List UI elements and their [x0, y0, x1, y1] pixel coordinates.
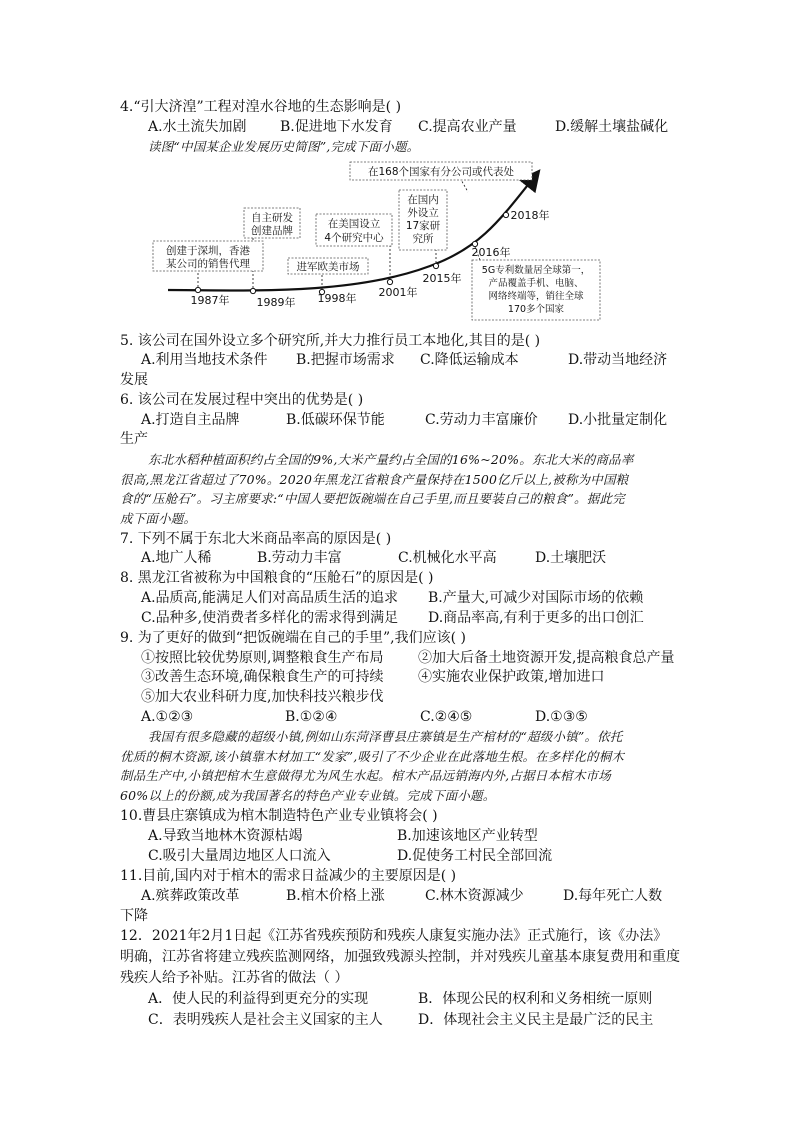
q9-item-3: ③改善生态环境,确保粮食生产的可持续	[141, 669, 384, 685]
e2016-line4: 170多个国家	[507, 304, 565, 315]
q12-stem-line1: 12．2021年2月1日起《江苏省残疾预防和残疾人康复实施办法》正式施行，该《办法》	[120, 928, 668, 944]
q7-option-d[interactable]: D.土壤肥沃	[535, 550, 607, 566]
year-2018: 2018年	[510, 209, 550, 222]
q6-option-d[interactable]: D.小批量定制化	[568, 412, 668, 428]
q5-option-c[interactable]: C.降低运输成本	[420, 352, 519, 368]
year-2015: 2015年	[422, 272, 462, 285]
q12-option-a[interactable]: A．使人民的利益得到更充分的实现	[148, 991, 369, 1007]
dot-1987	[195, 287, 200, 292]
q10-option-b[interactable]: B.加速该地区产业转型	[397, 828, 538, 844]
top-box-text: 在168个国家有分公司或代表处	[367, 166, 515, 178]
q10-option-d[interactable]: D.促使务工村民全部回流	[397, 848, 553, 864]
q4-option-a[interactable]: A.水土流失加剧	[148, 119, 247, 135]
q12-option-c[interactable]: C．表明残疾人是社会主义国家的主人	[148, 1012, 383, 1028]
q9-item-1: ①按照比较优势原则,调整粮食生产布局	[141, 650, 384, 666]
q6-option-a[interactable]: A.打造自主品牌	[141, 412, 240, 428]
q9-option-c[interactable]: C.②④⑤	[420, 709, 473, 725]
q6-wrap: 生产	[120, 431, 148, 447]
q7-option-b[interactable]: B.劳动力丰富	[257, 550, 342, 566]
year-2016: 2016年	[471, 246, 511, 259]
q11-option-a[interactable]: A.殡葬政策改革	[141, 888, 240, 904]
q12-option-d[interactable]: D．体现社会主义民主是最广泛的民主	[418, 1012, 654, 1028]
dot-2018	[503, 212, 508, 217]
e1989-line2: 创建品牌	[251, 225, 293, 237]
intro-coffin-line4: 60%以上的份额,成为我国著名的特色产业专业镇。完成下面小题。	[120, 788, 496, 803]
e2016-line2: 产品覆盖手机、电脑、	[488, 278, 584, 289]
q4-option-b[interactable]: B.促进地下水发育	[280, 119, 393, 135]
intro-timeline: 读图“中国某企业发展历史简图”,完成下面小题。	[148, 139, 420, 154]
q10-option-a[interactable]: A.导致当地林木资源枯竭	[148, 828, 303, 844]
q10-option-c[interactable]: C.吸引大量周边地区人口流入	[148, 848, 331, 864]
intro-coffin-line2: 优质的桐木资源,该小镇靠木材加工“发家”,吸引了不少企业在此落地生根。在多样化的桐木	[120, 749, 625, 764]
q6-stem: 6. 该公司在发展过程中突出的优势是( )	[120, 392, 364, 408]
e1987-line1: 创建于深圳，香港	[166, 245, 250, 257]
q6-option-b[interactable]: B.低碳环保节能	[286, 412, 385, 428]
q8-option-d[interactable]: D.商品率高,有利于更多的出口创汇	[428, 610, 644, 626]
company-timeline-diagram	[150, 158, 604, 322]
q4-stem: 4.“引大济湟”工程对湟水谷地的生态影响是( )	[120, 99, 402, 115]
q9-option-b[interactable]: B.①②④	[285, 709, 338, 725]
e2016-line1: 5G专利数量居全球第一，	[481, 265, 591, 276]
intro-coffin-line3: 制品生产中,小镇把棺木生意做得尤为风生水起。棺木产品远销海内外,占据日本棺木市场	[120, 768, 611, 783]
q12-stem-line3: 残疾人给予补贴。江苏省的做法（ ）	[120, 970, 349, 986]
intro-rice-line3: 食的“压舱石”。习主席要求:“中国人要把饭碗端在自己手里,而且要装自己的粮食”。据此完	[120, 491, 625, 506]
q8-option-c[interactable]: C.品种多,使消费者多样化的需求得到满足	[141, 610, 399, 626]
e2015-line3: 17家研	[405, 220, 441, 232]
q5-option-a[interactable]: A.利用当地技术条件	[141, 352, 268, 368]
q9-item-2: ②加大后备土地资源开发,提高粮食总产量	[418, 650, 675, 666]
q11-wrap: 下降	[120, 908, 148, 924]
intro-rice-line2: 很高,黑龙江省超过了70%。2020年黑龙江省粮食产量保持在1500亿斤以上,被称为中国粮	[120, 472, 629, 487]
q8-option-a[interactable]: A.品质高,能满足人们对高品质生活的追求	[141, 590, 399, 606]
q12-stem-line2: 明确，江苏省将建立残疾监测网络，加强致残源头控制，并对残疾儿童基本康复费用和重度	[120, 949, 680, 965]
q9-item-4: ④实施农业保护政策,增加进口	[418, 669, 605, 685]
e1989-line1: 自主研发	[251, 212, 293, 224]
q4-option-c[interactable]: C.提高农业产量	[418, 119, 517, 135]
e2015-line4: 究所	[412, 233, 434, 245]
q11-option-d[interactable]: D.每年死亡人数	[563, 888, 663, 904]
q5-option-d[interactable]: D.带动当地经济	[568, 352, 668, 368]
q7-stem: 7. 下列不属于东北大米商品率高的原因是( )	[120, 531, 392, 547]
dot-2015	[433, 263, 438, 268]
e2001-line1: 在美国设立	[327, 218, 381, 230]
q6-option-c[interactable]: C.劳动力丰富廉价	[425, 412, 538, 428]
year-2001: 2001年	[378, 286, 418, 299]
q5-wrap: 发展	[120, 372, 148, 388]
q9-option-a[interactable]: A.①②③	[141, 709, 194, 725]
q7-option-c[interactable]: C.机械化水平高	[398, 550, 497, 566]
q10-stem: 10.曹县庄寨镇成为棺木制造特色产业专业镇将会( )	[120, 808, 438, 824]
q11-option-c[interactable]: C.林木资源减少	[425, 888, 524, 904]
q7-option-a[interactable]: A.地广人稀	[141, 550, 212, 566]
q11-stem: 11.目前,国内对于棺木的需求日益减少的主要原因是( )	[120, 868, 457, 884]
year-1998: 1998年	[317, 292, 357, 305]
q5-stem: 5. 该公司在国外设立多个研究所,并大力推行员工本地化,其目的是( )	[120, 333, 541, 349]
q5-option-b[interactable]: B.把握市场需求	[296, 352, 395, 368]
q12-option-b[interactable]: B．体现公民的权利和义务相统一原则	[418, 991, 653, 1007]
intro-rice-line4: 成下面小题。	[120, 511, 197, 526]
e2016-line3: 网络终端等，销往全球	[488, 291, 584, 302]
dot-2001	[387, 279, 392, 284]
dot-1989	[250, 288, 255, 293]
q9-stem: 9. 为了更好的做到“把饭碗端在自己的手里”,我们应该( )	[120, 630, 466, 646]
q8-stem: 8. 黑龙江省被称为中国粮食的“压舱石”的原因是( )	[120, 570, 434, 586]
e2015-line1: 在国内	[407, 194, 439, 206]
year-1989: 1989年	[256, 296, 296, 309]
q4-option-d[interactable]: D.缓解土壤盐碱化	[555, 119, 669, 135]
q9-item-5: ⑤加大农业科研力度,加快科技兴粮步伐	[141, 689, 384, 705]
intro-coffin-line1: 我国有很多隐藏的超级小镇,例如山东菏泽曹县庄寨镇是生产棺材的“超级小镇”。依托	[148, 729, 623, 744]
year-1987: 1987年	[190, 294, 230, 307]
e1987-line2: 某公司的销售代理	[166, 258, 250, 270]
e2015-line2: 外设立	[407, 207, 439, 219]
q11-option-b[interactable]: B.棺木价格上涨	[286, 888, 385, 904]
q9-option-d[interactable]: D.①③⑤	[535, 709, 588, 725]
q8-option-b[interactable]: B.产量大,可减少对国际市场的依赖	[428, 590, 644, 606]
e2001-line2: 4个研究中心	[324, 232, 384, 244]
e1998-line1: 进军欧美市场	[296, 261, 360, 273]
intro-rice-line1: 东北水稻种植面积约占全国的9%,大米产量约占全国的16%~20%。东北大米的商品率	[148, 452, 634, 467]
